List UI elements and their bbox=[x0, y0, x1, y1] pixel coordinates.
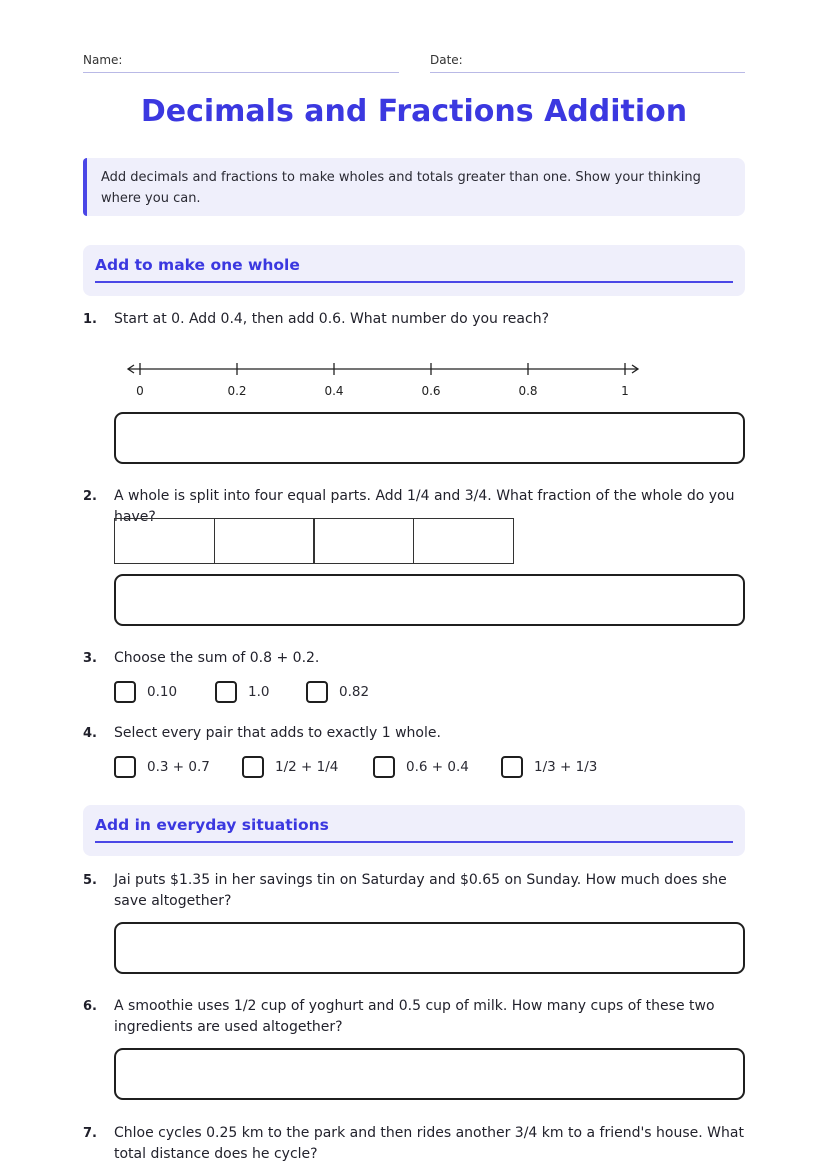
option-label: 1/2 + 1/4 bbox=[275, 759, 339, 775]
fraction-part[interactable] bbox=[413, 518, 514, 564]
date-label: Date: bbox=[430, 53, 463, 67]
section-title: Add to make one whole bbox=[95, 256, 300, 274]
section-header-everyday-situations bbox=[83, 805, 745, 856]
question-text: Choose the sum of 0.8 + 0.2. bbox=[114, 650, 320, 666]
checkbox[interactable] bbox=[114, 681, 136, 703]
tick-label: 0 bbox=[136, 384, 144, 398]
option-q4-d[interactable] bbox=[501, 756, 597, 778]
section-header-make-one-whole bbox=[83, 245, 745, 296]
tick-label: 0.6 bbox=[421, 384, 441, 398]
tick-label: 0.4 bbox=[324, 384, 344, 398]
number-line bbox=[114, 355, 654, 405]
option-q3-c[interactable] bbox=[306, 681, 369, 703]
checkbox[interactable] bbox=[242, 756, 264, 778]
fraction-part[interactable] bbox=[114, 518, 215, 564]
tick-label: 0.8 bbox=[518, 384, 538, 398]
question-number: 2. bbox=[83, 489, 97, 504]
instructions-text: Add decimals and fractions to make wholes and totals greater than one. Show your thinking where you can. bbox=[101, 170, 701, 206]
answer-box-q5[interactable] bbox=[114, 922, 745, 974]
question-number: 6. bbox=[83, 999, 97, 1014]
option-label: 0.3 + 0.7 bbox=[147, 759, 210, 775]
checkbox[interactable] bbox=[501, 756, 523, 778]
question-text: Chloe cycles 0.25 km to the park and then rides another 3/4 km to a friend's house. What total distance does he cycle? bbox=[114, 1125, 744, 1162]
question-number: 1. bbox=[83, 312, 97, 327]
answer-box-q2[interactable] bbox=[114, 574, 745, 626]
instructions-panel bbox=[83, 158, 745, 216]
fraction-bar bbox=[114, 518, 514, 564]
name-label: Name: bbox=[83, 53, 123, 67]
checkbox[interactable] bbox=[114, 756, 136, 778]
option-label: 1.0 bbox=[248, 684, 270, 700]
option-label: 0.6 + 0.4 bbox=[406, 759, 469, 775]
question-number: 3. bbox=[83, 651, 97, 666]
question-number: 4. bbox=[83, 726, 97, 741]
name-field[interactable] bbox=[83, 53, 399, 73]
section-rule bbox=[95, 841, 733, 843]
option-label: 0.10 bbox=[147, 684, 178, 700]
question-text: Start at 0. Add 0.4, then add 0.6. What number do you reach? bbox=[114, 311, 550, 327]
option-q3-a[interactable] bbox=[114, 681, 177, 703]
tick-label: 1 bbox=[621, 384, 629, 398]
option-label: 0.82 bbox=[339, 684, 370, 700]
answer-box-q1[interactable] bbox=[114, 412, 745, 464]
fraction-part[interactable] bbox=[313, 518, 414, 564]
question-text: A whole is split into four equal parts. Add 1/4 and 3/4. What fraction of the whole do you have? bbox=[114, 488, 735, 525]
checkbox[interactable] bbox=[373, 756, 395, 778]
section-rule bbox=[95, 281, 733, 283]
option-q4-b[interactable] bbox=[242, 756, 338, 778]
option-q4-a[interactable] bbox=[114, 756, 210, 778]
section-title: Add in everyday situations bbox=[95, 816, 329, 834]
question-text: Select every pair that adds to exactly 1 whole. bbox=[114, 725, 441, 741]
question-number: 5. bbox=[83, 873, 97, 888]
fraction-part[interactable] bbox=[214, 518, 315, 564]
checkbox[interactable] bbox=[306, 681, 328, 703]
option-q4-c[interactable] bbox=[373, 756, 469, 778]
option-label: 1/3 + 1/3 bbox=[534, 759, 598, 775]
checkbox[interactable] bbox=[215, 681, 237, 703]
question-text: Jai puts $1.35 in her savings tin on Saturday and $0.65 on Sunday. How much does she save altogether? bbox=[114, 872, 727, 909]
tick-label: 0.2 bbox=[227, 384, 247, 398]
worksheet-title: Decimals and Fractions Addition bbox=[140, 94, 688, 129]
option-q3-b[interactable] bbox=[215, 681, 269, 703]
question-number: 7. bbox=[83, 1126, 97, 1141]
question-text: A smoothie uses 1/2 cup of yoghurt and 0.5 cup of milk. How many cups of these two ingredients are used altogether? bbox=[114, 998, 715, 1035]
date-field[interactable] bbox=[430, 53, 745, 73]
answer-box-q6[interactable] bbox=[114, 1048, 745, 1100]
